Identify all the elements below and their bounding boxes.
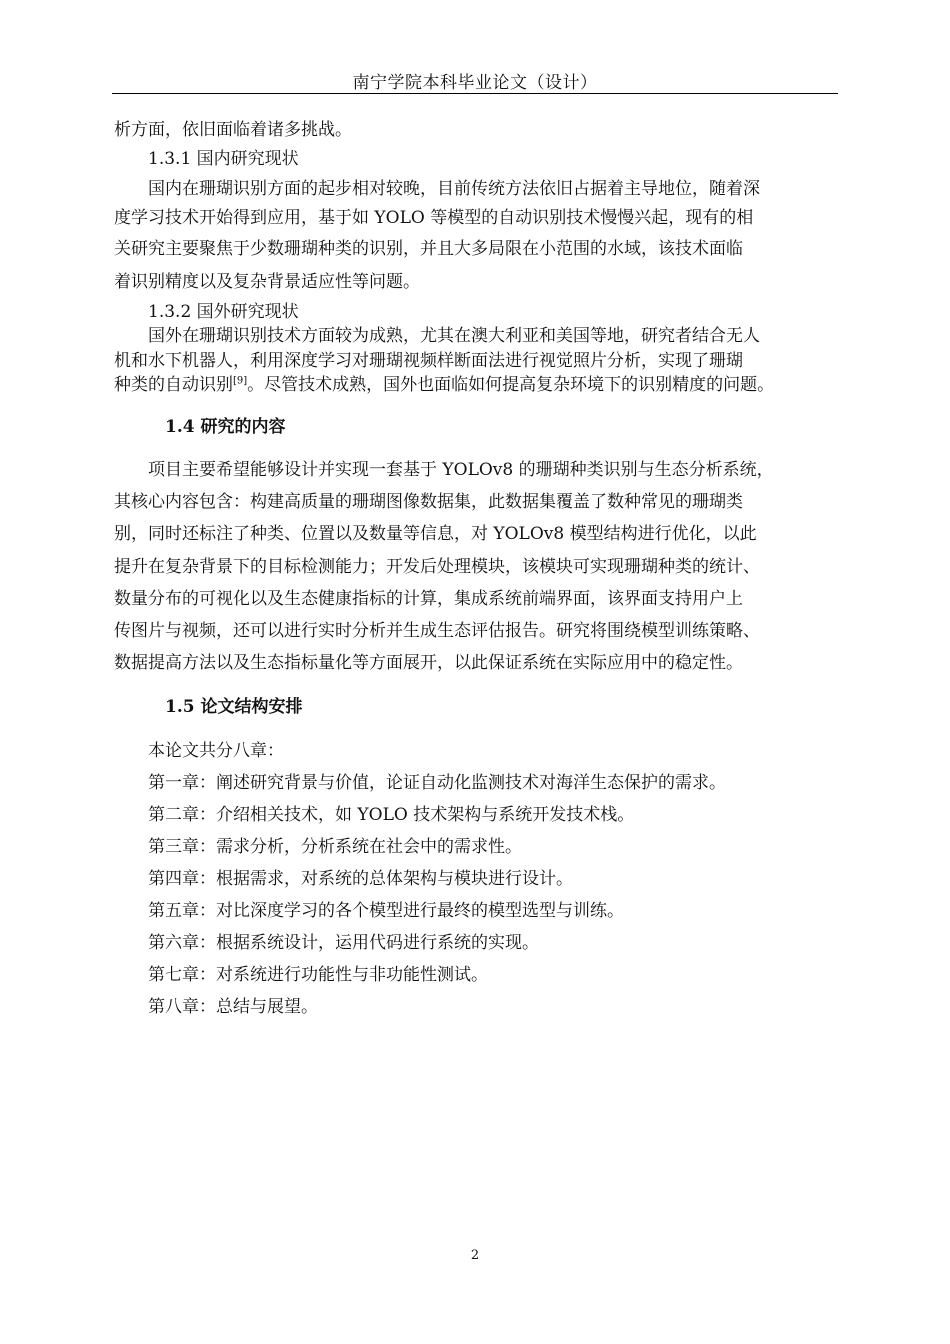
chapter-item: 第一章：阐述研究背景与价值，论证自动化监测技术对海洋生态保护的需求。 [148, 773, 726, 793]
subsection-heading-1-3-2: 1.3.2 国外研究现状 [148, 302, 299, 322]
subsection-heading-1-3-1: 1.3.1 国内研究现状 [148, 149, 299, 169]
text-line: 其核心内容包含：构建高质量的珊瑚图像数据集，此数据集覆盖了数种常见的珊瑚类 [114, 492, 743, 512]
text-line: 度学习技术开始得到应用，基于如 YOLO 等模型的自动识别技术慢慢兴起，现有的相 [114, 208, 754, 228]
citation-ref: [9] [233, 375, 248, 387]
text-line: 数量分布的可视化以及生态健康指标的计算，集成系统前端界面，该界面支持用户上 [114, 589, 743, 609]
chapter-item: 第六章：根据系统设计，运用代码进行系统的实现。 [148, 933, 539, 953]
chapter-item: 第五章：对比深度学习的各个模型进行最终的模型选型与训练。 [148, 901, 624, 921]
text-line: 析方面，依旧面临着诸多挑战。 [114, 120, 352, 140]
chapter-item: 第八章：总结与展望。 [148, 997, 318, 1017]
text-line-with-citation [114, 373, 838, 397]
text-line: 着识别精度以及复杂背景适应性等问题。 [114, 272, 420, 292]
text-line: 国外在珊瑚识别技术方面较为成熟，尤其在澳大利亚和美国等地，研究者结合无人 [148, 326, 760, 346]
text-fragment: 。尽管技术成熟，国外也面临如何提高复杂环境下的识别精度的问题。 [247, 375, 775, 395]
text-line: 别，同时还标注了种类、位置以及数量等信息，对 YOLOv8 模型结构进行优化，以此 [114, 524, 757, 544]
text-fragment: 种类的自动识别 [114, 375, 233, 395]
text-line: 提升在复杂背景下的目标检测能力；开发后处理模块，该模块可实现珊瑚种类的统计、 [114, 557, 760, 577]
section-heading-1-4: 1.4 研究的内容 [165, 417, 286, 437]
text-line: 机和水下机器人，利用深度学习对珊瑚视频样断面法进行视觉照片分析，实现了珊瑚 [114, 351, 743, 371]
section-heading-1-5: 1.5 论文结构安排 [165, 697, 303, 717]
text-line: 项目主要希望能够设计并实现一套基于 YOLOv8 的珊瑚种类识别与生态分析系统， [148, 460, 774, 480]
header-rule [112, 93, 838, 94]
page-header-title: 南宁学院本科毕业论文（设计） [352, 73, 598, 93]
text-line: 本论文共分八章： [148, 741, 284, 761]
chapter-item: 第四章：根据需求，对系统的总体架构与模块进行设计。 [148, 869, 573, 889]
chapter-item: 第七章：对系统进行功能性与非功能性测试。 [148, 965, 488, 985]
text-line: 数据提高方法以及生态指标量化等方面展开，以此保证系统在实际应用中的稳定性。 [114, 653, 743, 673]
chapter-item: 第二章：介绍相关技术，如 YOLO 技术架构与系统开发技术栈。 [148, 805, 635, 825]
text-line: 关研究主要聚焦于少数珊瑚种类的识别，并且大多局限在小范围的水域，该技术面临 [114, 239, 743, 259]
text-line: 国内在珊瑚识别方面的起步相对较晚，目前传统方法依旧占据着主导地位，随着深 [148, 179, 760, 199]
text-line: 传图片与视频，还可以进行实时分析并生成生态评估报告。研究将围绕模型训练策略、 [114, 621, 760, 641]
chapter-item: 第三章：需求分析，分析系统在社会中的需求性。 [148, 837, 522, 857]
page-number: 2 [470, 1248, 480, 1263]
